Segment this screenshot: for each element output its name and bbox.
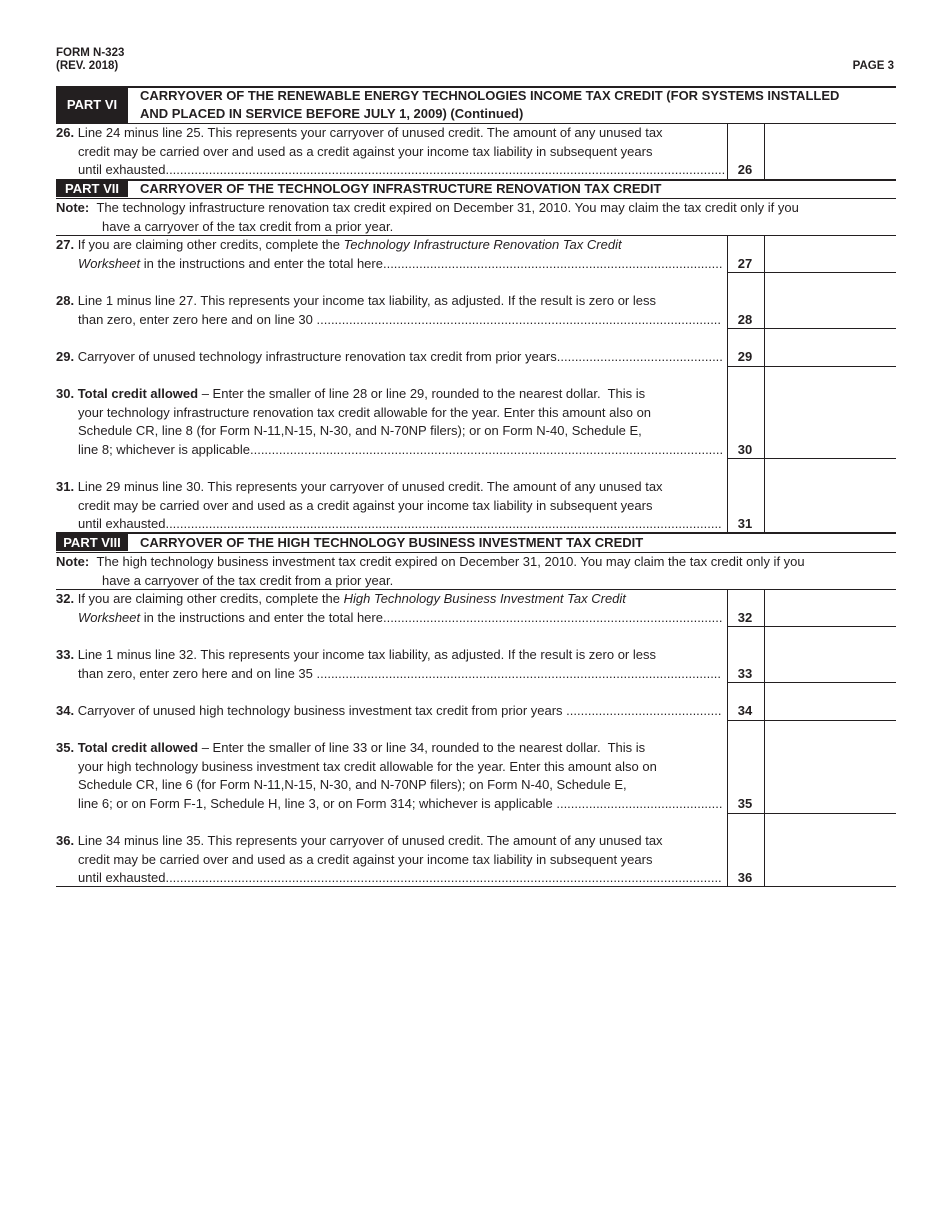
amount-field-33[interactable] — [764, 627, 896, 682]
note-label: Note: — [56, 554, 90, 569]
line-number: 36. — [56, 833, 75, 848]
line-box-35: 35 — [737, 796, 753, 811]
line-text: – Enter the smaller of line 33 or line 34, rounded to the nearest dollar. This is — [198, 740, 646, 755]
amount-field-27[interactable] — [764, 236, 896, 272]
line-36 — [56, 832, 722, 888]
line-text: credit may be carried over and used as a credit against your income tax liability in subsequent years — [78, 497, 653, 513]
line-text: your high technology business investment tax credit allowable for the year. Enter this amount also on — [78, 758, 657, 774]
line-text: Carryover of unused high technology business investment tax credit from prior years — [77, 703, 567, 718]
part6-tag: PART VI — [56, 87, 128, 123]
line-text: Line 1 minus line 32. This represents your income tax liability, as adjusted. If the result is zero or less — [77, 647, 656, 662]
column-divider — [727, 123, 728, 179]
note-text: The high technology business investment tax credit expired on December 31, 2010. You may claim the tax credit only if you — [96, 554, 805, 569]
bold-label: Total credit allowed — [77, 386, 199, 401]
form-revision: (REV. 2018) — [56, 60, 119, 72]
amount-field-34[interactable] — [764, 683, 896, 720]
amount-field-29[interactable] — [764, 329, 896, 366]
line-text: Schedule CR, line 8 (for Form N-11,N-15, N-30, and N-70NP filers); or on Form N-40, Schedule E, — [78, 423, 642, 439]
line-text: Schedule CR, line 6 (for Form N-11,N-15, N-30, and N-70NP filers); on Form N-40, Schedule E, — [78, 777, 627, 793]
line-number: 34. — [56, 703, 75, 718]
line-text: If you are claiming other credits, complete the — [77, 591, 344, 606]
line-number: 29. — [56, 349, 75, 364]
line-30 — [56, 385, 722, 459]
line-text: line 8; whichever is applicable — [78, 441, 250, 457]
worksheet-word: Worksheet — [78, 609, 141, 625]
line-text: than zero, enter zero here and on line 30 — [78, 311, 317, 327]
line-box-29: 29 — [737, 349, 753, 364]
line-text: than zero, enter zero here and on line 35 — [78, 665, 317, 681]
form-number: FORM N-323 — [56, 47, 125, 59]
line-26 — [56, 124, 726, 180]
line-box-31: 31 — [737, 516, 753, 531]
line-text: line 6; or on Form F-1, Schedule H, line 3, or on Form 314; whichever is applicable — [78, 795, 557, 811]
amount-field-28[interactable] — [764, 273, 896, 328]
line-28 — [56, 292, 722, 329]
amount-field-35[interactable] — [764, 721, 896, 813]
part7-tag: PART VII — [56, 180, 128, 197]
line-text: Line 1 minus line 27. This represents your income tax liability, as adjusted. If the result is zero or less — [77, 293, 656, 308]
line-number: 26. — [56, 125, 75, 140]
line-text: Carryover of unused technology infrastructure renovation tax credit from prior years — [77, 349, 557, 364]
note-label: Note: — [56, 200, 90, 215]
rule — [56, 886, 896, 887]
line-number: 31. — [56, 479, 75, 494]
line-number: 33. — [56, 647, 75, 662]
line-text: in the instructions and enter the total here — [140, 609, 383, 625]
line-27 — [56, 236, 722, 273]
line-text: your technology infrastructure renovation tax credit allowable for the year. Enter this amount also on — [78, 404, 652, 420]
part8-note — [56, 553, 896, 590]
amount-field-31[interactable] — [764, 459, 896, 532]
line-29 — [56, 348, 722, 367]
worksheet-word: Worksheet — [78, 255, 141, 271]
line-box-36: 36 — [737, 870, 753, 885]
amount-field-30[interactable] — [764, 367, 896, 458]
line-box-28: 28 — [737, 312, 753, 327]
line-text: – Enter the smaller of line 28 or line 29, rounded to the nearest dollar. This is — [198, 386, 646, 401]
worksheet-title: Technology Infrastructure Renovation Tax Credit — [343, 237, 622, 252]
line-number: 32. — [56, 591, 75, 606]
page-number: PAGE 3 — [852, 60, 894, 72]
line-text: Line 24 minus line 25. This represents your carryover of unused credit. The amount of any unused tax — [77, 125, 663, 140]
part7-note — [56, 199, 896, 236]
bold-label: Total credit allowed — [77, 740, 199, 755]
line-34 — [56, 702, 722, 721]
line-box-32: 32 — [737, 610, 753, 625]
amount-field-36[interactable] — [764, 814, 896, 886]
worksheet-title: High Technology Business Investment Tax Credit — [343, 591, 626, 606]
line-33 — [56, 646, 722, 683]
line-box-27: 27 — [737, 256, 753, 271]
note-text: have a carryover of the tax credit from a prior year. — [102, 572, 394, 588]
line-number: 35. — [56, 740, 75, 755]
line-text: until exhausted — [78, 162, 166, 178]
line-number: 30. — [56, 386, 75, 401]
line-text: credit may be carried over and used as a credit against your income tax liability in subsequent years — [78, 851, 653, 867]
amount-field-26[interactable] — [764, 124, 896, 179]
line-text: Line 29 minus line 30. This represents your carryover of unused credit. The amount of any unused tax — [77, 479, 663, 494]
line-box-30: 30 — [737, 442, 753, 457]
part6-title-2: AND PLACED IN SERVICE BEFORE JULY 1, 2009) (Continued) — [140, 106, 524, 121]
line-text: in the instructions and enter the total here — [140, 255, 383, 271]
part7-title: CARRYOVER OF THE TECHNOLOGY INFRASTRUCTURE RENOVATION TAX CREDIT — [140, 181, 662, 196]
line-text: until exhausted — [78, 870, 166, 886]
column-divider — [727, 235, 728, 532]
note-text: have a carryover of the tax credit from a prior year. — [102, 218, 394, 234]
line-32 — [56, 590, 722, 627]
line-text: Line 34 minus line 35. This represents your carryover of unused credit. The amount of any unused tax — [77, 833, 663, 848]
line-number: 27. — [56, 237, 75, 252]
line-text: If you are claiming other credits, complete the — [77, 237, 344, 252]
line-text: credit may be carried over and used as a credit against your income tax liability in subsequent years — [78, 143, 653, 159]
note-text: The technology infrastructure renovation tax credit expired on December 31, 2010. You may claim the tax credit only if you — [96, 200, 799, 215]
line-number: 28. — [56, 293, 75, 308]
part8-title: CARRYOVER OF THE HIGH TECHNOLOGY BUSINESS INVESTMENT TAX CREDIT — [140, 535, 644, 550]
line-text: until exhausted — [78, 516, 166, 532]
line-35 — [56, 739, 722, 813]
part6-title-1: CARRYOVER OF THE RENEWABLE ENERGY TECHNOLOGIES INCOME TAX CREDIT (FOR SYSTEMS INSTALLED — [140, 88, 840, 103]
line-31 — [56, 478, 722, 534]
line-box-26: 26 — [737, 162, 753, 177]
part8-tag: PART VIII — [56, 534, 128, 551]
column-divider — [727, 589, 728, 886]
line-box-33: 33 — [737, 666, 753, 681]
amount-field-32[interactable] — [764, 590, 896, 626]
line-box-34: 34 — [737, 703, 753, 718]
